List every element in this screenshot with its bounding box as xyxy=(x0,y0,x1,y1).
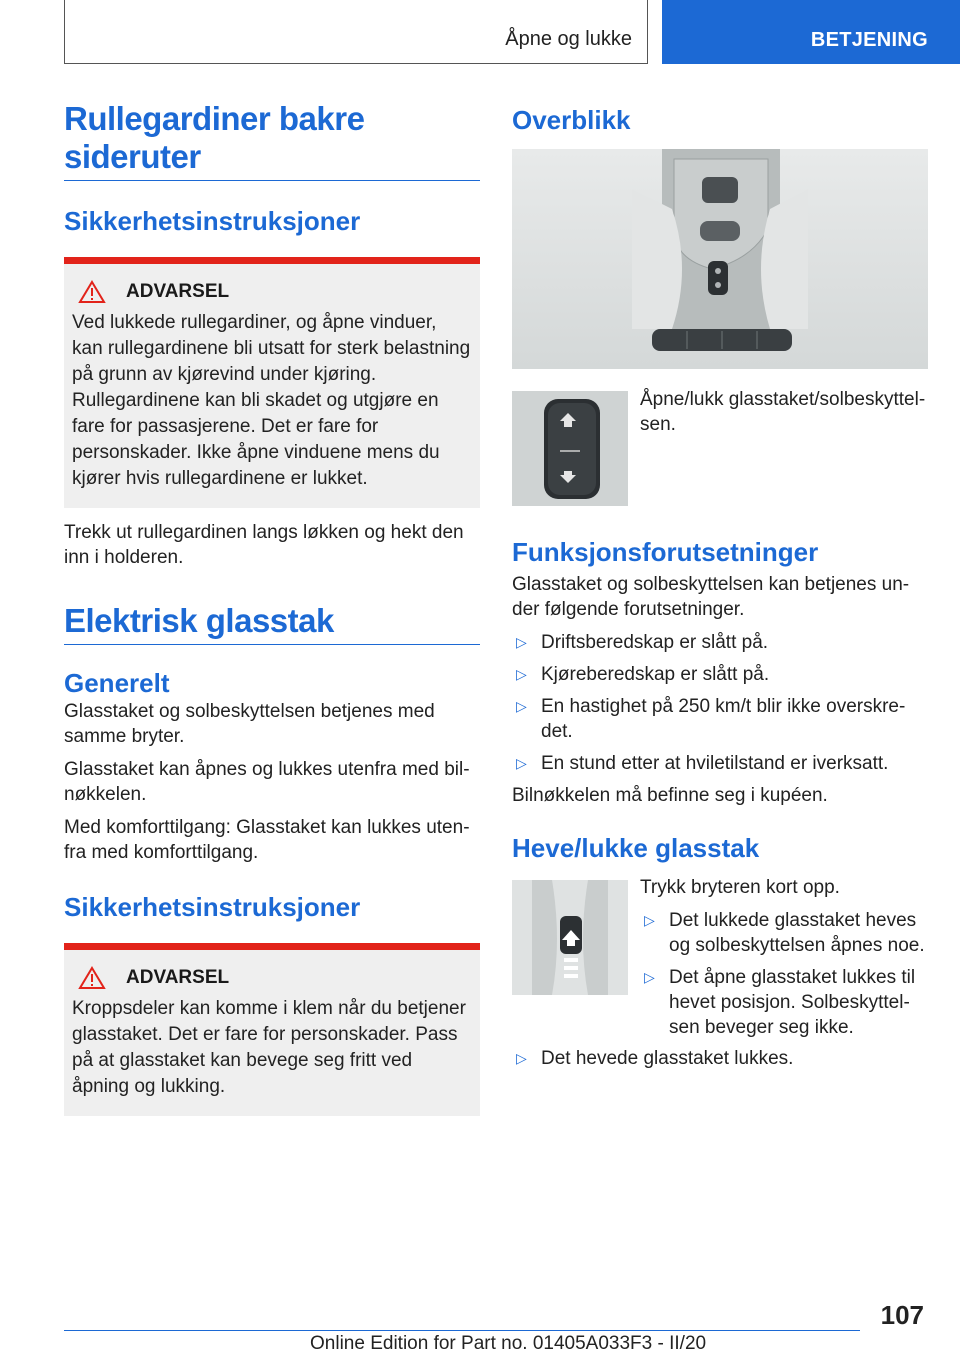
list-item xyxy=(512,1046,928,1071)
heading-roof: Elektrisk glasstak xyxy=(64,602,334,639)
left-column xyxy=(64,100,480,1116)
list-item xyxy=(512,662,928,687)
raise-final-list xyxy=(512,1046,928,1078)
triangle-bullet-icon: ▷ xyxy=(516,666,527,682)
raise-switch-image xyxy=(512,880,628,995)
key-note: Bilnøkkelen må befinne seg i kupéen. xyxy=(512,785,828,806)
triangle-bullet-icon: ▷ xyxy=(516,1050,527,1066)
general-paragraph-1: Glasstaket og solbeskyttelsen betjenes med samme bryter. xyxy=(64,701,435,747)
warning-title-2 xyxy=(72,966,472,990)
list-item xyxy=(640,908,930,958)
list-item-text: Kjøreberedskap er slått på. xyxy=(541,664,770,685)
list-item xyxy=(512,751,928,776)
raise-steps xyxy=(640,875,930,1047)
heading-roof-block xyxy=(64,602,480,645)
right-column xyxy=(512,104,928,136)
heading-blinds: Rullegardiner bakre sideruter xyxy=(64,100,365,175)
triangle-bullet-icon: ▷ xyxy=(516,755,527,771)
heading-general: Generelt xyxy=(64,668,170,698)
warning-box-2 xyxy=(64,943,480,1116)
switch-caption: Åpne/lukk glasstaket/solbeskyttelsen. xyxy=(640,389,926,435)
list-item-text: Driftsberedskap er slått på. xyxy=(541,632,769,653)
warning-title-text-1: ADVARSEL xyxy=(126,281,230,302)
warning-title-1 xyxy=(72,280,472,304)
warning-box-1 xyxy=(64,257,480,508)
warning-triangle-icon xyxy=(78,280,106,304)
section-title: Åpne og lukke xyxy=(505,28,632,50)
footer-rule xyxy=(64,1330,860,1331)
heading-safety-1: Sikkerhetsinstruksjoner xyxy=(64,206,361,236)
list-item xyxy=(512,694,928,744)
blind-instruction: Trekk ut rullegardinen langs løkken og hekt den inn i holderen. xyxy=(64,522,464,568)
triangle-bullet-icon: ▷ xyxy=(516,698,527,714)
switch-closeup-image xyxy=(512,391,628,506)
requirements-intro: Glasstaket og solbeskyttelsen kan betjenes under følgende forutsetninger. xyxy=(512,574,910,620)
warning-title-text-2: ADVARSEL xyxy=(126,967,230,988)
warning-text-2: Kroppsdeler kan komme i klem når du betjener glasstaket. Det er fare for personskader. Pass på at glasstaket kan bevege seg fritt ved åpning og lukking. xyxy=(72,998,466,1097)
general-paragraph-2: Glasstaket kan åpnes og lukkes utenfra med bilnøkkelen. xyxy=(64,759,470,805)
chapter-label: BETJENING xyxy=(810,29,928,51)
heading-blinds-block xyxy=(64,100,480,181)
warning-text-1: Ved lukkede rullegardiner, og åpne vinduer, kan rullegardinene bli utsatt for sterk belastning på grunn av kjørevind under kjøring. Rullegardinene kan bli skadet og utgjøre en fare for passasjerene. Det er fare for personskader. Ikke åpne vinduene mens du kjører hvis rullegardinene er lukket. xyxy=(72,312,471,489)
page-number: 107 xyxy=(880,1300,924,1330)
list-item xyxy=(640,965,930,1040)
raise-intro: Trykk bryteren kort opp. xyxy=(640,877,840,898)
roof-console-image xyxy=(512,149,928,369)
list-item-text: Det åpne glasstaket lukkes til hevet posisjon. Solbeskyttelsen beveger seg ikke. xyxy=(669,967,916,1038)
requirements-section xyxy=(512,536,928,864)
heading-requirements: Funksjonsforutsetninger xyxy=(512,537,819,567)
warning-triangle-icon xyxy=(78,966,106,990)
list-item-text: Det lukkede glasstaket heves og solbeskyttelsen åpnes noe. xyxy=(669,910,925,956)
chapter-tab xyxy=(662,0,960,64)
heading-overview: Overblikk xyxy=(512,105,631,135)
edition-note: Online Edition for Part no. 01405A033F3 - II/20 xyxy=(310,1333,707,1354)
list-item-text: En hastighet på 250 km/t blir ikke overskredet. xyxy=(541,696,906,742)
requirements-list xyxy=(512,630,928,776)
triangle-bullet-icon: ▷ xyxy=(516,634,527,650)
list-item xyxy=(512,630,928,655)
triangle-bullet-icon: ▷ xyxy=(644,969,655,985)
raise-list xyxy=(640,908,930,1040)
heading-raise: Heve/lukke glasstak xyxy=(512,833,760,863)
general-paragraph-3: Med komforttilgang: Glasstaket kan lukkes utenfra med komforttilgang. xyxy=(64,817,470,863)
heading-safety-2: Sikkerhetsinstruksjoner xyxy=(64,892,361,922)
list-item-text: En stund etter at hviletilstand er iverksatt. xyxy=(541,753,889,774)
triangle-bullet-icon: ▷ xyxy=(644,912,655,928)
list-item-text: Det hevede glasstaket lukkes. xyxy=(541,1048,794,1069)
